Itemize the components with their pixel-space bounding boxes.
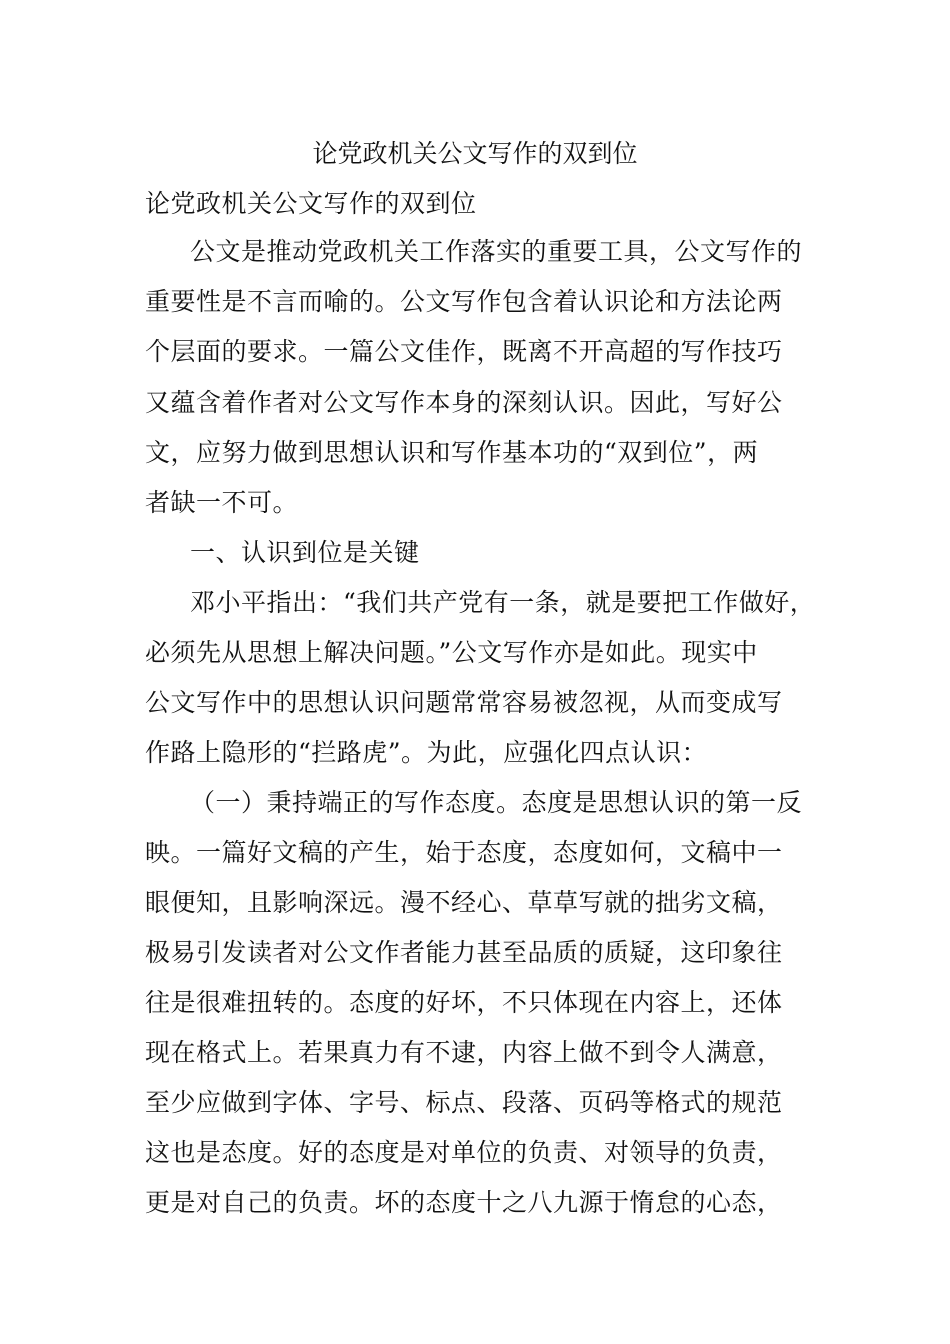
paragraph-line: 极易引发读者对公文作者能力甚至品质的质疑，这印象往: [145, 938, 783, 967]
paragraph-line: 重要性是不言而喻的。公文写作包含着认识论和方法论两: [145, 287, 783, 316]
paragraph-line: 这也是态度。好的态度是对单位的负责、对领导的负责，: [145, 1138, 783, 1167]
section-heading: 一、认识到位是关键: [190, 538, 420, 567]
paragraph-line: 公文写作中的思想认识问题常常容易被忽视，从而变成写: [145, 688, 783, 717]
paragraph-line: 更是对自己的负责。坏的态度十之八九源于惰怠的心态，: [145, 1188, 783, 1217]
paragraph-line: 文，应努力做到思想认识和写作基本功的“双到位”，两: [145, 438, 759, 467]
paragraph-line: 必须先从思想上解决问题。”公文写作亦是如此。现实中: [145, 638, 758, 667]
document-title: 论党政机关公文写作的双到位: [312, 139, 638, 168]
paragraph-line: 邓小平指出：“我们共产党有一条，就是要把工作做好，: [190, 588, 816, 617]
paragraph-line: 个层面的要求。一篇公文佳作，既离不开高超的写作技巧: [145, 337, 783, 366]
paragraph-line: （一）秉持端正的写作态度。态度是思想认识的第一反: [190, 788, 803, 817]
paragraph-line: 现在格式上。若果真力有不逮，内容上做不到令人满意，: [145, 1038, 783, 1067]
paragraph-line: 者缺一不可。: [145, 488, 299, 517]
paragraph-line: 映。一篇好文稿的产生，始于态度，态度如何，文稿中一: [145, 838, 783, 867]
document-subtitle: 论党政机关公文写作的双到位: [145, 189, 477, 218]
paragraph-line: 公文是推动党政机关工作落实的重要工具，公文写作的: [190, 237, 803, 266]
paragraph-line: 眼便知，且影响深远。漫不经心、草草写就的拙劣文稿，: [145, 888, 783, 917]
paragraph-line: 作路上隐形的“拦路虎”。为此，应强化四点认识：: [145, 738, 708, 767]
paragraph-line: 至少应做到字体、字号、标点、段落、页码等格式的规范: [145, 1088, 783, 1117]
paragraph-line: 又蕴含着作者对公文写作本身的深刻认识。因此，写好公: [145, 388, 783, 417]
paragraph-line: 往是很难扭转的。态度的好坏，不只体现在内容上，还体: [145, 988, 783, 1017]
